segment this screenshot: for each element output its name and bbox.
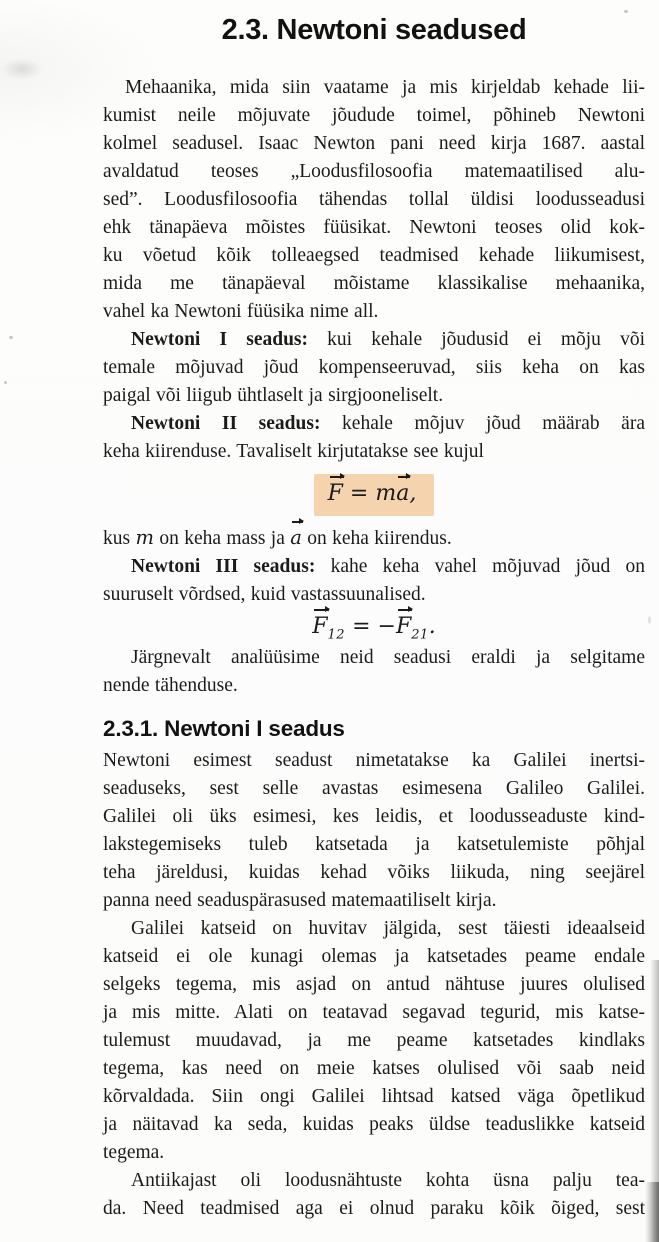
- text-line: avaldatud teoses „Loodusfilosoofia matemaatilised alu-: [103, 161, 645, 182]
- mass-acceleration-note: [103, 524, 645, 553]
- formula-newton-3: [312, 612, 436, 642]
- text-line: ku võetud kõik tolleaegsed teadmised kehade liikumisest,: [103, 245, 645, 266]
- text-line: panna need seaduspärasused matemaatiliselt kirja.: [103, 890, 497, 911]
- law-2-lead: Newtoni II seadus:: [131, 413, 321, 434]
- formula-newton-2-row: [103, 474, 645, 516]
- intro-paragraph: [103, 74, 645, 326]
- text-line: Newtoni esimest seadust nimetatakse ka Galilei inertsi-: [103, 750, 645, 771]
- text-line: [103, 326, 645, 354]
- text-column: [103, 12, 645, 1223]
- mass-symbol: m: [135, 526, 154, 549]
- note-text: on keha mass ja: [159, 528, 285, 549]
- force-vector-symbol: F: [312, 612, 327, 642]
- text-line: [103, 553, 645, 581]
- text-line: ehk tänapäeva mõistes füüsikat. Newtoni teoses olid kok-: [103, 217, 645, 238]
- newton-law-1-paragraph: [103, 326, 645, 410]
- text-line: suuruselt võrdsed, kuid vastassuunalised.: [103, 584, 426, 605]
- section-heading: 2.3.1. Newtoni I seadus: [103, 716, 345, 741]
- force-vector-symbol: F: [328, 479, 343, 509]
- formula-newton-2-highlight: [314, 474, 435, 516]
- text-line: katseid ei ole kunagi olemas ja katsetades peame endale: [103, 946, 645, 967]
- newton-law-2-paragraph: [103, 410, 645, 466]
- book-edge-corner-shadow: [645, 1182, 659, 1242]
- formula-comma: ,: [409, 481, 417, 506]
- text-line: Järgnevalt analüüsime neid seadusi eraldi ja selgitame: [131, 647, 645, 668]
- acceleration-vector-symbol: a: [290, 524, 302, 552]
- text-line: [103, 410, 645, 438]
- galilei-paragraph: [103, 915, 645, 1167]
- text-line: nende tähenduse.: [103, 675, 238, 696]
- subscript-21: 21: [411, 627, 429, 643]
- text-line: mida me tänapäeval mõistame klassikalise mehaanika,: [103, 273, 645, 294]
- text-line: Antiikajast oli loodusnähtuste kohta üsna palju tea-: [131, 1170, 645, 1191]
- text-line: da. Need teadmised aga ei olnud paraku kõik õiged, sest: [103, 1198, 645, 1219]
- text-line: selgeks tegema, mis asjad on antud nähtuse juures olulised: [103, 974, 645, 995]
- text-line: tegema, kas need on meie katses olulised või saab neid: [103, 1058, 645, 1079]
- section-1-paragraph: [103, 747, 645, 915]
- text-line: ja näitavad ka seda, kuidas peaks üldse teaduslikke katseid: [103, 1114, 645, 1135]
- text-line: teha järeldusi, kuidas kehad võiks liikuda, ning seejärel: [103, 862, 645, 883]
- text-line: sed”. Loodusfilosoofia tähendas tollal üldisi loodusseadusi: [103, 189, 645, 210]
- text-line: lakstegemiseks tuleb katsetada ja katsetulemiste põhjal: [103, 834, 645, 855]
- text-line: Galilei katseid on huvitav jälgida, sest täiesti ideaalseid: [131, 918, 645, 939]
- text-line: tulemust muudavad, ja me peame katsetades kindlaks: [103, 1030, 645, 1051]
- text-line: kumist neile mõjuvate jõudude toimel, põhineb Newtoni: [103, 105, 645, 126]
- newton-law-3-paragraph: [103, 553, 645, 609]
- text-line: Mehaanika, mida siin vaatame ja mis kirjeldab kehade lii-: [125, 77, 645, 98]
- text-line: paigal või liigub ühtlaselt ja sirgjooneliselt.: [103, 385, 444, 406]
- text-line: Galilei oli üks esimesi, kes leidis, et loodusseaduste kind-: [103, 806, 645, 827]
- page-title: 2.3. Newtoni seadused: [221, 14, 527, 46]
- mass-symbol: m: [375, 481, 397, 506]
- note-text: kus: [103, 528, 131, 549]
- force-vector-symbol: F: [396, 612, 411, 642]
- law-1-text: kui kehale jõudusid ei mõju või: [327, 329, 645, 350]
- equals-minus-sign: = −: [352, 614, 396, 639]
- equals-sign: =: [349, 481, 369, 506]
- text-line: keha kiirenduse. Tavaliselt kirjutatakse see kujul: [103, 441, 484, 462]
- scan-speck: [9, 336, 13, 339]
- scan-speck: [4, 381, 7, 384]
- text-line: [103, 524, 645, 553]
- law-3-text: kahe keha vahel mõjuvad jõud on: [330, 556, 645, 577]
- formula-period: .: [428, 614, 436, 639]
- text-line: ja mis mitte. Alati on teatavad segavad tegurid, mis katse-: [103, 1002, 645, 1023]
- text-line: seaduseks, sest selle avastas esimesena Galileo Galilei.: [103, 778, 645, 799]
- antiquity-paragraph: [103, 1167, 645, 1223]
- closing-paragraph: [103, 644, 645, 700]
- law-3-lead: Newtoni III seadus:: [131, 556, 316, 577]
- subscript-12: 12: [327, 627, 346, 643]
- text-line: vahel ka Newtoni füüsika nime all.: [103, 301, 379, 322]
- law-1-lead: Newtoni I seadus:: [131, 329, 308, 350]
- law-2-text: kehale mõjuv jõud määrab ära: [342, 413, 645, 434]
- scan-smudge: [2, 58, 42, 80]
- text-line: temale mõjuvad jõud kompenseeruvad, siis keha on kas: [103, 357, 645, 378]
- text-line: kõrvaldada. Siin ongi Galilei lihtsad katsed väga õpetlikud: [103, 1086, 645, 1107]
- scan-speck: [648, 616, 651, 624]
- text-line: kolmel seadusel. Isaac Newton pani need kirja 1687. aastal: [103, 133, 645, 154]
- note-text: on keha kiirendus.: [307, 528, 452, 549]
- formula-newton-3-row: [103, 612, 645, 642]
- acceleration-vector-symbol: a: [396, 479, 409, 509]
- text-line: tegema.: [103, 1142, 165, 1163]
